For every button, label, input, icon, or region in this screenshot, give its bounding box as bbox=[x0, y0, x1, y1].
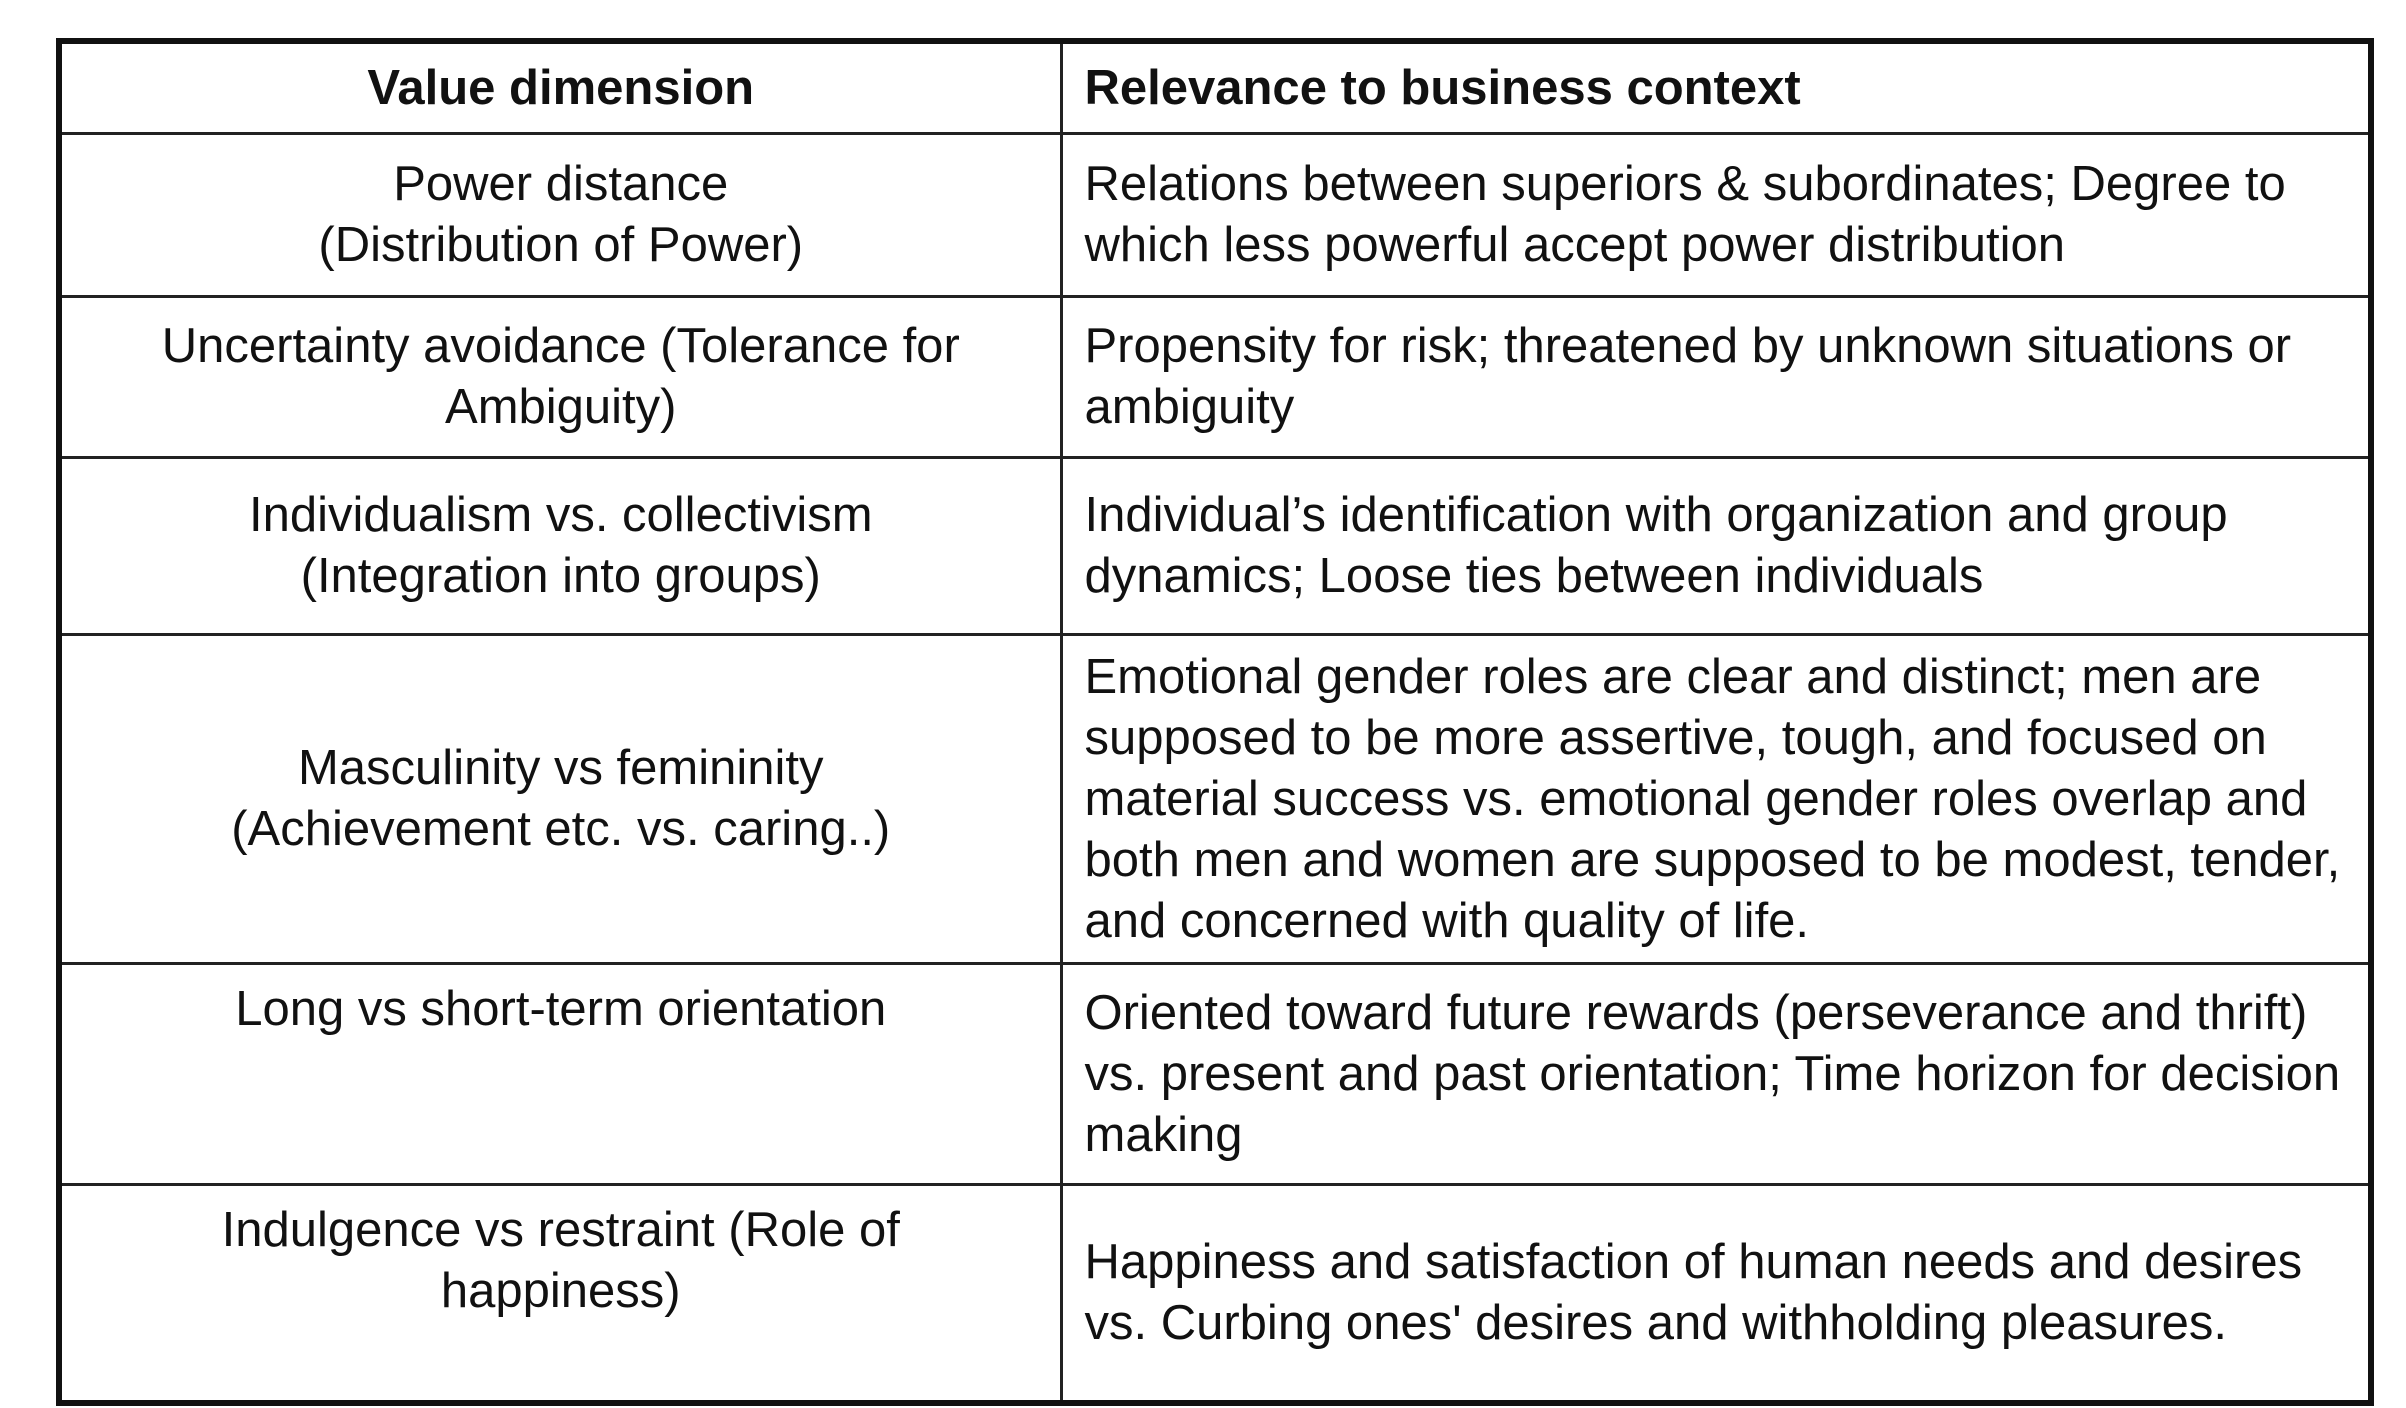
dimension-cell bbox=[59, 1185, 1061, 1404]
dimension-line: (Integration into groups) bbox=[300, 549, 821, 603]
dimension-cell bbox=[59, 134, 1061, 297]
table-row bbox=[59, 1185, 2371, 1404]
header-relevance: Relevance to business context bbox=[1061, 41, 2371, 134]
dimension-line: Individualism vs. collectivism bbox=[248, 488, 873, 542]
table-row bbox=[59, 297, 2371, 458]
dimension-line: Ambiguity) bbox=[445, 380, 677, 434]
table-row bbox=[59, 964, 2371, 1185]
dimension-line: Uncertainty avoidance (Tolerance for bbox=[161, 319, 960, 373]
dimension-cell bbox=[59, 297, 1061, 458]
dimension-line: Long vs short-term orientation bbox=[235, 982, 887, 1036]
header-row bbox=[59, 41, 2371, 134]
dimension-line: Masculinity vs femininity bbox=[297, 741, 824, 795]
header-value-dimension: Value dimension bbox=[59, 41, 1061, 134]
relevance-cell: Individual’s identification with organization and group dynamics; Loose ties between individuals bbox=[1061, 458, 2371, 635]
dimension-line: Indulgence vs restraint (Role of bbox=[221, 1203, 900, 1257]
value-dimensions-table bbox=[56, 38, 2374, 1406]
relevance-cell: Relations between superiors & subordinates; Degree to which less powerful accept power distribution bbox=[1061, 134, 2371, 297]
relevance-cell: Emotional gender roles are clear and distinct; men are supposed to be more assertive, tough, and focused on material success vs. emotional gender roles overlap and both men and women are supposed to be modest, tender, and concerned with quality of life. bbox=[1061, 635, 2371, 964]
relevance-cell: Propensity for risk; threatened by unknown situations or ambiguity bbox=[1061, 297, 2371, 458]
dimension-cell bbox=[59, 635, 1061, 964]
dimension-cell bbox=[59, 458, 1061, 635]
table-row bbox=[59, 635, 2371, 964]
dimension-line: (Achievement etc. vs. caring..) bbox=[231, 802, 891, 856]
dimension-line: (Distribution of Power) bbox=[318, 218, 804, 272]
dimension-line: Power distance bbox=[393, 157, 729, 211]
dimension-cell bbox=[59, 964, 1061, 1185]
relevance-cell: Oriented toward future rewards (perseverance and thrift) vs. present and past orientation; Time horizon for decision making bbox=[1061, 964, 2371, 1185]
relevance-cell: Happiness and satisfaction of human needs and desires vs. Curbing ones' desires and withholding pleasures. bbox=[1061, 1185, 2371, 1404]
table-row bbox=[59, 458, 2371, 635]
dimension-line: happiness) bbox=[440, 1264, 681, 1318]
table-container bbox=[56, 38, 2368, 1406]
table-row bbox=[59, 134, 2371, 297]
